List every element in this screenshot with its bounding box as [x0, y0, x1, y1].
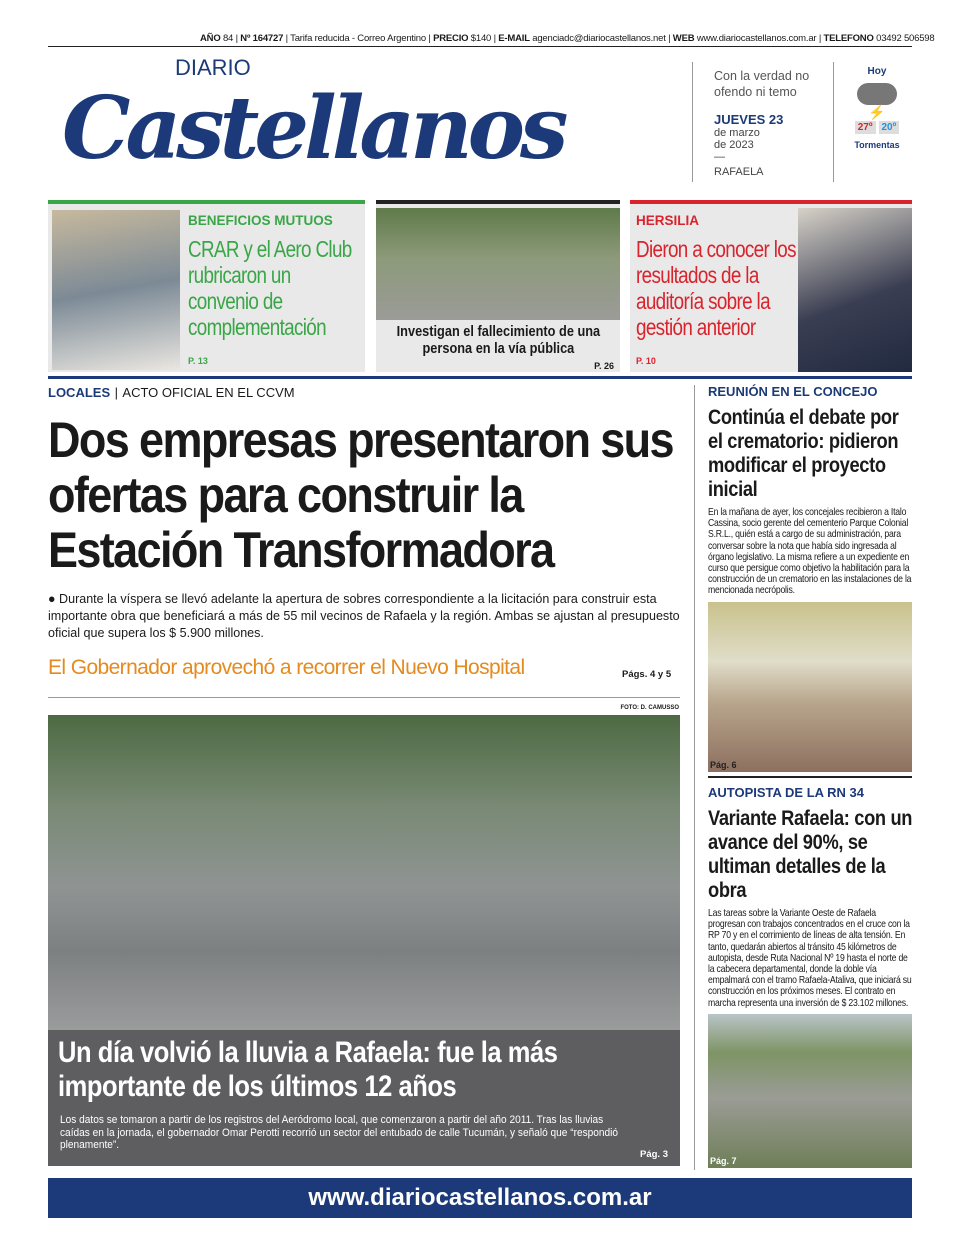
- teaser-page: P. 26: [594, 361, 614, 371]
- web-value: www.diariocastellanos.com.ar: [696, 33, 817, 44]
- price-value: $140: [470, 33, 492, 44]
- teaser-kicker: BENEFICIOS MUTUOS: [188, 213, 333, 228]
- divider: [48, 46, 912, 47]
- side-body: En la mañana de ayer, los concejales recibieron a Italo Cassina, socio gerente del cementerio Parque Colonial S.R.L., quién está a cargo de su administración, para conversar sobre la nota que había sido ingresada al órgano legislativo. La misma refiere a un expediente en curso que persigue como objetivo la habilitación para la construcción de un crematorio en las instalaciones de la mencionada necrópolis.: [708, 507, 912, 597]
- rain-photo: [48, 715, 680, 1030]
- teaser-page: P. 13: [188, 356, 208, 366]
- subsection-name: ACTO OFICIAL EN EL CCVM: [122, 385, 295, 400]
- photo-page: Pág. 3: [640, 1149, 668, 1160]
- main-subhead[interactable]: El Gobernador aprovechó a recorrer el Nuevo Hospital: [48, 656, 525, 679]
- website-link[interactable]: www.diariocastellanos.com.ar: [48, 1178, 912, 1218]
- teaser-photo: [798, 208, 912, 372]
- council-photo: [708, 602, 912, 772]
- date-day: JUEVES 23: [714, 112, 784, 127]
- photo-headline[interactable]: Un día volvió la lluvia a Rafaela: fue la más importante de los últimos 12 años: [58, 1036, 558, 1103]
- price-label: PRECIO: [433, 33, 469, 44]
- weather-widget: [842, 66, 912, 150]
- web-label: WEB: [672, 33, 695, 44]
- teaser-page: P. 10: [636, 356, 656, 366]
- divider: [48, 697, 680, 698]
- teaser-card[interactable]: [376, 200, 620, 372]
- teaser-card[interactable]: [48, 200, 365, 372]
- logo-pre: DIARIO: [175, 55, 251, 80]
- date-year: de 2023: [714, 139, 754, 152]
- city: RAFAELA: [714, 165, 764, 178]
- highway-photo: [708, 1014, 912, 1168]
- main-lead: ● Durante la víspera se llevó adelante la apertura de sobres correspondiente a la licitación para construir esta importante obra que beneficiará a más de 55 mil vecinos de Rafaela y la región. Ambas se ajustan al presupuesto oficial que supera los $ 5.900 millones.: [48, 591, 680, 640]
- slogan: Con la verdad no ofendo ni temo: [714, 69, 810, 100]
- side-headline[interactable]: Variante Rafaela: con un avance del 90%, se ultiman detalles de la obra: [708, 806, 913, 902]
- year-label: AÑO: [200, 33, 221, 44]
- section-label: LOCALES | ACTO OFICIAL EN EL CCVM: [48, 385, 295, 400]
- photo-caption-box: [48, 1030, 680, 1166]
- divider: [692, 62, 693, 182]
- side-headline[interactable]: Continúa el debate por el crematorio: pidieron modificar el proyecto inicial: [708, 405, 899, 501]
- weather-label: Hoy: [867, 66, 887, 77]
- divider: [48, 376, 912, 379]
- logo: Castellanos: [62, 78, 564, 179]
- side-story: [708, 384, 912, 772]
- temp-min: 20º: [879, 121, 900, 134]
- lightning-icon: ⚡: [868, 104, 886, 120]
- teaser-card[interactable]: [630, 200, 912, 372]
- email-label: E-MAIL: [498, 33, 530, 44]
- main-pages: Págs. 4 y 5: [622, 669, 672, 680]
- postal-rate: Tarifa reducida - Correo Argentino: [290, 33, 426, 44]
- top-info-bar: AÑO 84 | Nº 164727 | Tarifa reducida - Correo Argentino | PRECIO $140 | E-MAIL agenciadc@diariocastellanos.net | WEB www.diariocastellanos.com.ar | TELEFONO 03492 506598: [200, 33, 935, 44]
- side-page: Pág. 7: [710, 1156, 737, 1166]
- storm-icon: [857, 83, 897, 105]
- email-value: agenciadc@diariocastellanos.net: [532, 33, 666, 44]
- phone-label: TELEFONO: [823, 33, 874, 44]
- teaser-photo: [52, 210, 180, 370]
- divider: [833, 62, 834, 182]
- photo-credit: FOTO: D. CAMUSSO: [620, 705, 679, 711]
- photo-body: Los datos se tomaron a partir de los registros del Aeródromo local, que comenzaron a partir del año 2011. Tras las lluvias caídas en la jornada, el gobernador Omar Perotti recorrió un sector del entubado de calle Tucumán, y señaló que “respondió plenamente”.: [60, 1114, 619, 1151]
- main-headline[interactable]: Dos empresas presentaron sus ofertas para construir la Estación Transformadora: [48, 412, 673, 578]
- year-value: 84: [222, 33, 234, 44]
- side-kicker: REUNIÓN EN EL CONCEJO: [708, 384, 878, 399]
- date-month: de marzo: [714, 127, 760, 140]
- teaser-headline: Dieron a conocer los resultados de la auditoría sobre la gestión anterior: [636, 236, 796, 340]
- side-page: Pág. 6: [710, 760, 737, 770]
- date-dash: —: [714, 151, 725, 164]
- column-divider: [694, 385, 695, 1170]
- temp-max: 27º: [855, 121, 876, 134]
- issue-number: Nº 164727: [240, 33, 284, 44]
- side-kicker: AUTOPISTA DE LA RN 34: [708, 785, 865, 800]
- teaser-photo: [376, 208, 620, 320]
- teaser-headline: CRAR y el Aero Club rubricaron un convenio de complementación: [188, 236, 352, 340]
- teaser-headline: Investigan el fallecimiento de una persona en la vía pública: [396, 324, 601, 357]
- side-body: Las tareas sobre la Variante Oeste de Rafaela progresan con trabajos concentrados en el cruce con la RP 70 y en el corrimiento de líneas de alta tensión. En tanto, quedarán abiertos al tránsito 45 kilómetros de autopista, desde Ruta Nacional Nº 19 hasta el norte de la cabecera departamental, donde la doble vía empalmará con el tramo Rafaela-Ataliva, que iniciará su construcción en los próximos meses. El contrato en marcha representa una inversión de $ 23.102 millones.: [708, 908, 912, 1009]
- divider: [708, 776, 912, 778]
- phone-value: 03492 506598: [876, 33, 935, 44]
- teaser-kicker: HERSILIA: [636, 213, 700, 228]
- side-story: [708, 785, 912, 1168]
- section-name: LOCALES: [48, 385, 111, 400]
- weather-desc: Tormentas: [854, 140, 900, 150]
- date-block: [714, 113, 783, 178]
